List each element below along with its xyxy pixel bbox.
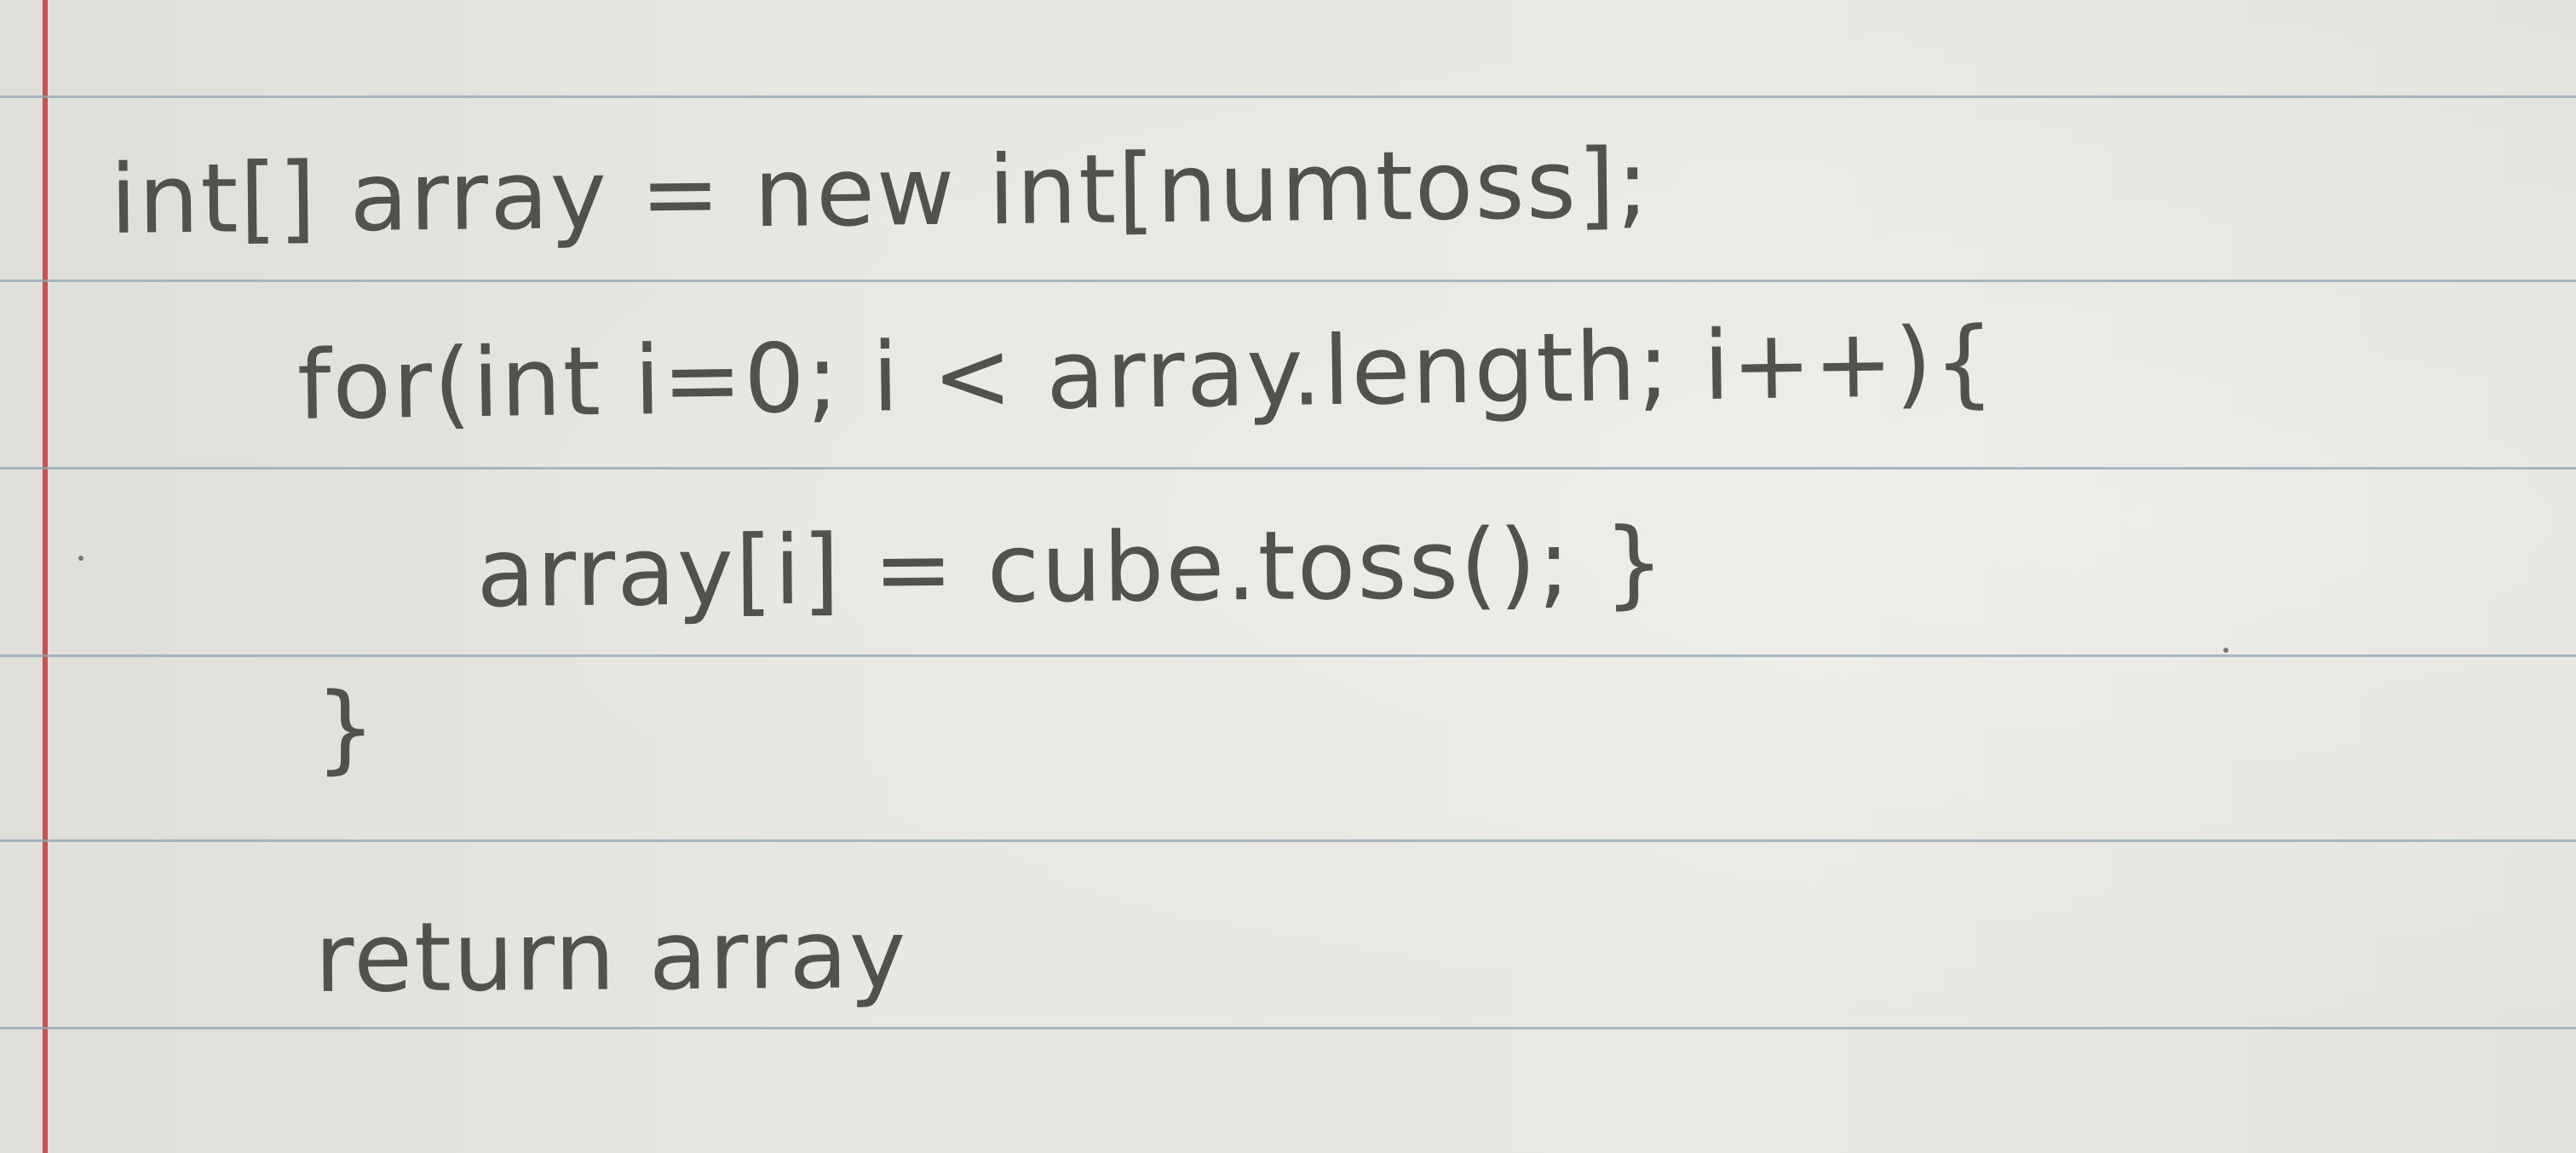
code-line-for-loop: for(int i=0; i < array.length; i++){ <box>296 307 1998 441</box>
code-line-closing-brace: } <box>315 673 378 784</box>
code-line-array-declaration: int[] array = new int[numtoss]; <box>109 129 1652 256</box>
ruled-line <box>0 1027 2576 1029</box>
margin-line <box>43 0 48 1153</box>
pencil-mark <box>2223 648 2228 653</box>
code-line-return: return array <box>314 899 908 1014</box>
ruled-line <box>0 467 2576 470</box>
ruled-line <box>0 95 2576 98</box>
code-line-loop-body: array[i] = cube.toss(); } <box>475 507 1667 629</box>
pencil-mark <box>78 556 83 561</box>
ruled-line <box>0 280 2576 282</box>
ruled-line <box>0 839 2576 842</box>
ruled-line <box>0 654 2576 657</box>
